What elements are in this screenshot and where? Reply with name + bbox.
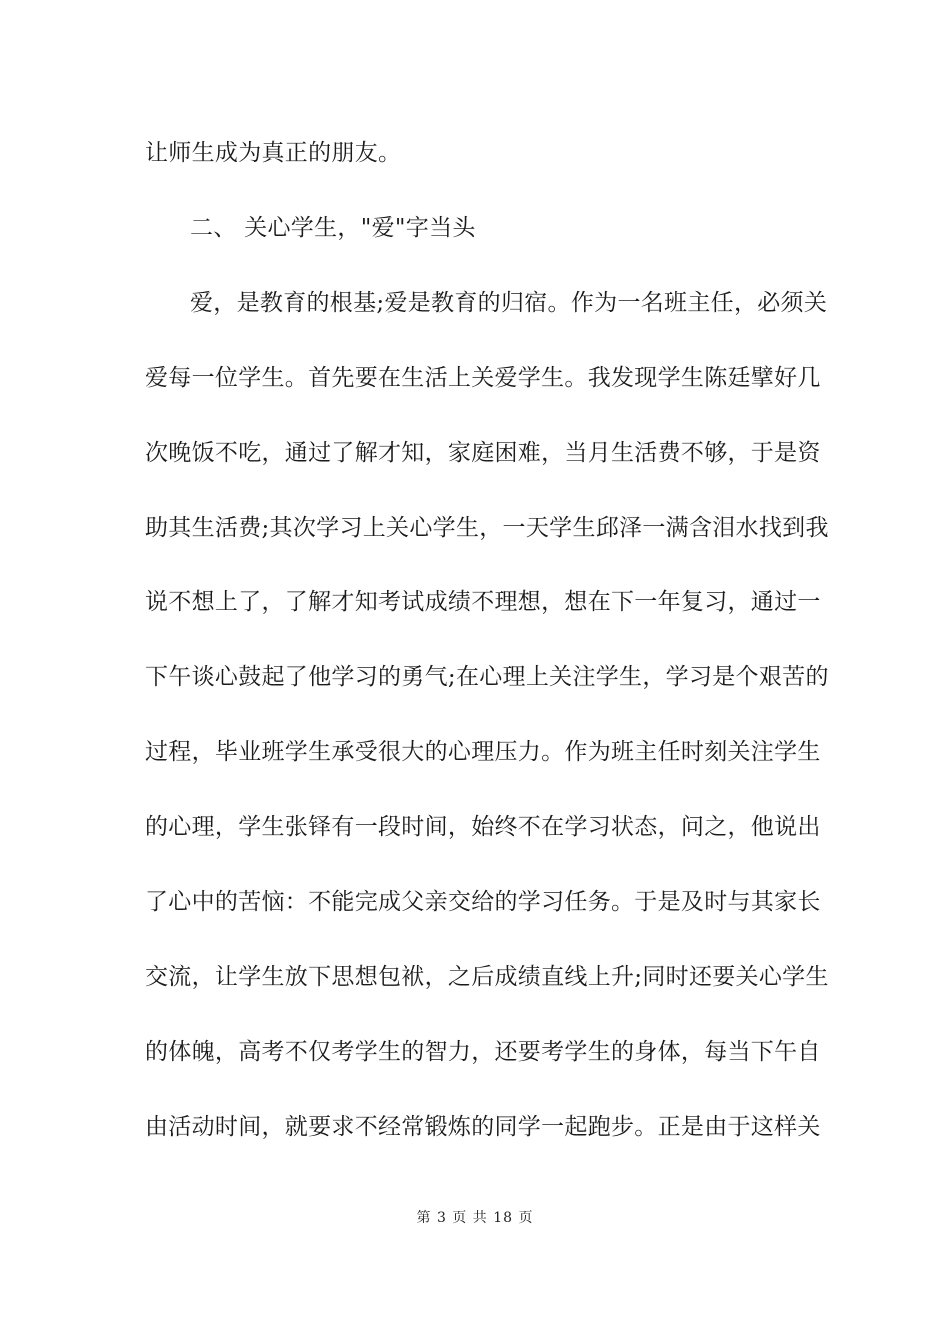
section-heading: 二、 关心学生，"爱"字当头 <box>190 215 476 241</box>
paragraph-line: 次晚饭不吃，通过了解才知，家庭困难，当月生活费不够，于是资 <box>145 440 821 466</box>
paragraph-line: 爱，是教育的根基;爱是教育的归宿。作为一名班主任，必须关 <box>190 290 828 316</box>
paragraph-line: 过程，毕业班学生承受很大的心理压力。作为班主任时刻关注学生 <box>145 739 821 765</box>
paragraph-line: 了心中的苦恼：不能完成父亲交给的学习任务。于是及时与其家长 <box>145 889 821 915</box>
paragraph-line: 让师生成为真正的朋友。 <box>145 140 402 166</box>
paragraph-line: 交流，让学生放下思想包袱，之后成绩直线上升;同时还要关心学生 <box>145 964 829 990</box>
paragraph-line: 助其生活费;其次学习上关心学生，一天学生邱泽一满含泪水找到我 <box>145 515 829 541</box>
paragraph-line: 说不想上了，了解才知考试成绩不理想，想在下一年复习，通过一 <box>145 589 821 615</box>
paragraph-line: 的体魄，高考不仅考学生的智力，还要考学生的身体，每当下午自 <box>145 1039 821 1065</box>
page-number-footer: 第 3 页 共 18 页 <box>416 1210 534 1226</box>
paragraph-line: 下午谈心鼓起了他学习的勇气;在心理上关注学生，学习是个艰苦的 <box>145 664 829 690</box>
paragraph-line: 爱每一位学生。首先要在生活上关爱学生。我发现学生陈廷擘好几 <box>145 365 821 391</box>
paragraph-line: 的心理，学生张铎有一段时间，始终不在学习状态，问之，他说出 <box>145 814 821 840</box>
paragraph-line: 由活动时间，就要求不经常锻炼的同学一起跑步。正是由于这样关 <box>145 1114 821 1140</box>
